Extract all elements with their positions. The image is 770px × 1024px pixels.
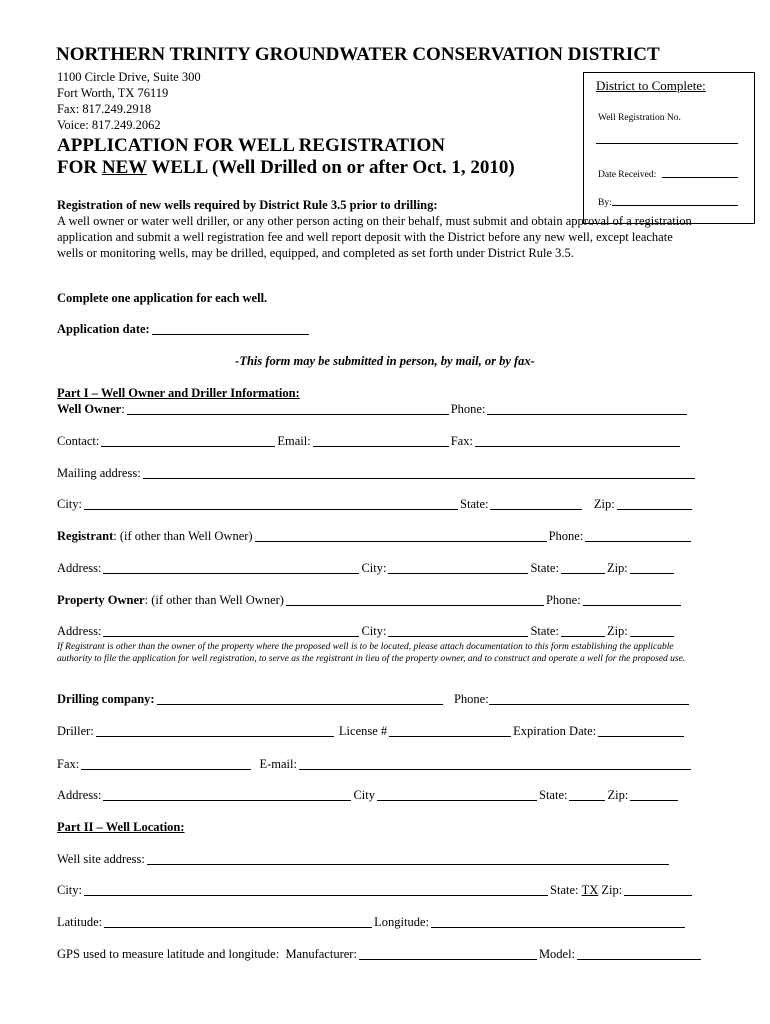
- by-field[interactable]: [612, 205, 738, 206]
- well-site-address-row: [57, 852, 671, 867]
- registration-no-field[interactable]: [596, 143, 738, 144]
- city-label: City:: [361, 624, 387, 638]
- fax-field[interactable]: [475, 434, 680, 447]
- fax-label: Fax:: [57, 757, 80, 771]
- fax-label: Fax:: [450, 434, 473, 448]
- well-site-address-label: Well site address:: [57, 852, 145, 866]
- property-owner-phone-field[interactable]: [583, 593, 681, 606]
- phone-label: Phone:: [453, 692, 489, 706]
- registrant-city-field[interactable]: [388, 561, 528, 574]
- property-owner-field[interactable]: [286, 593, 544, 606]
- zip-label: Zip:: [606, 561, 628, 575]
- mailing-address-label: Mailing address:: [57, 466, 141, 480]
- state-label: State:: [530, 561, 559, 575]
- driller-zip-field[interactable]: [630, 788, 678, 801]
- well-owner-field[interactable]: [127, 402, 449, 415]
- part1-heading: Part I – Well Owner and Driller Information:: [57, 386, 300, 400]
- latitude-field[interactable]: [104, 915, 372, 928]
- drilling-company-row: [57, 692, 691, 707]
- city-label: City:: [361, 561, 387, 575]
- address-label: Address:: [57, 624, 102, 638]
- registrant-field[interactable]: [255, 529, 547, 542]
- application-date-label: Application date:: [57, 322, 150, 336]
- address-label: Address:: [57, 788, 102, 802]
- manufacturer-label: Manufacturer:: [285, 947, 357, 961]
- mailing-address-field[interactable]: [143, 466, 695, 479]
- license-field[interactable]: [389, 724, 511, 737]
- contact-row: [57, 434, 682, 449]
- lat-long-row: [57, 915, 687, 930]
- well-city-field[interactable]: [84, 883, 548, 896]
- latitude-label: Latitude:: [57, 915, 103, 929]
- license-label: License #: [338, 724, 388, 738]
- driller-field[interactable]: [96, 724, 334, 737]
- driller-email-field[interactable]: [299, 757, 691, 770]
- property-owner-label: Property Owner: [57, 593, 145, 607]
- state-label: State:: [530, 624, 559, 638]
- well-owner-row: Well Owner : Phone:: [57, 402, 689, 417]
- city-label: City:: [57, 883, 83, 897]
- registrant-note: : (if other than Well Owner): [113, 529, 253, 543]
- date-received-label: Date Received:: [598, 170, 657, 180]
- state-value: TX: [581, 883, 599, 897]
- address-line-1: 1100 Circle Drive, Suite 300: [57, 70, 201, 84]
- owner-zip-field[interactable]: [617, 497, 692, 510]
- submission-note: -This form may be submitted in person, by mail, or by fax-: [235, 354, 535, 368]
- registrant-address-row: [57, 561, 676, 576]
- property-owner-city-field[interactable]: [388, 624, 528, 637]
- email-label: Email:: [277, 434, 311, 448]
- address-line-2: Fort Worth, TX 76119: [57, 86, 169, 100]
- driller-row: [57, 724, 686, 739]
- driller-state-field[interactable]: [569, 788, 605, 801]
- zip-label: Zip:: [606, 624, 628, 638]
- part2-heading: Part II – Well Location:: [57, 820, 185, 834]
- registrant-row: [57, 529, 693, 544]
- by-label: By:: [598, 198, 612, 208]
- form-title-new: NEW: [101, 157, 147, 178]
- intro-body: A well owner or water well driller, or any other person acting on their behalf, must submit and obtain approval of a registration application and submit a well registration fee and well report deposit with the District before any new well, except leachate wells or monitoring wells, may be drilled, equipped, and completed as set forth under District Rule 3.5.: [57, 214, 692, 260]
- email-field[interactable]: [313, 434, 449, 447]
- registrant-zip-field[interactable]: [630, 561, 674, 574]
- zip-label: Zip:: [601, 883, 623, 897]
- owner-phone-field[interactable]: [487, 402, 687, 415]
- form-title-pre: FOR: [57, 157, 102, 178]
- form-title-post: WELL (Well Drilled on or after Oct. 1, 2010): [146, 157, 515, 178]
- registrant-label: Registrant: [57, 529, 114, 543]
- contact-label: Contact:: [57, 434, 100, 448]
- form-title-line-1: APPLICATION FOR WELL REGISTRATION: [57, 135, 445, 156]
- driller-address-field[interactable]: [103, 788, 351, 801]
- property-owner-zip-field[interactable]: [630, 624, 674, 637]
- phone-label: Phone:: [450, 402, 486, 416]
- property-owner-state-field[interactable]: [561, 624, 605, 637]
- expiration-date-label: Expiration Date:: [513, 724, 597, 738]
- driller-fax-field[interactable]: [81, 757, 251, 770]
- district-box-title: District to Complete:: [596, 78, 706, 93]
- contact-field[interactable]: [101, 434, 275, 447]
- driller-label: Driller:: [57, 724, 94, 738]
- owner-city-field[interactable]: [84, 497, 458, 510]
- owner-city-row: [57, 497, 694, 512]
- one-per-well-note: Complete one application for each well.: [57, 291, 268, 305]
- registrant-phone-field[interactable]: [585, 529, 691, 542]
- longitude-field[interactable]: [431, 915, 685, 928]
- phone-label: Phone:: [548, 529, 584, 543]
- drilling-company-field[interactable]: [157, 692, 443, 705]
- well-owner-label: Well Owner: [57, 402, 122, 416]
- registration-no-label: Well Registration No.: [598, 113, 681, 123]
- property-owner-address-field[interactable]: [103, 624, 359, 637]
- manufacturer-field[interactable]: [359, 947, 537, 960]
- district-title: NORTHERN TRINITY GROUNDWATER CONSERVATION DISTRICT: [56, 44, 660, 65]
- model-label: Model:: [538, 947, 576, 961]
- date-received-field[interactable]: [662, 177, 738, 178]
- gps-row: [57, 947, 703, 962]
- zip-label: Zip:: [607, 788, 629, 802]
- driller-address-row: [57, 788, 680, 803]
- zip-label: Zip:: [593, 497, 615, 511]
- city-label: City:: [57, 497, 83, 511]
- longitude-label: Longitude:: [374, 915, 429, 929]
- driller-fax-row: [57, 757, 693, 772]
- fax-number: Fax: 817.249.2918: [57, 102, 152, 116]
- phone-label: Phone:: [545, 593, 581, 607]
- address-label: Address:: [57, 561, 102, 575]
- application-date-row: [57, 322, 311, 337]
- driller-city-field[interactable]: [377, 788, 537, 801]
- email-label: E-mail:: [259, 757, 297, 771]
- drilling-phone-field[interactable]: [489, 692, 689, 705]
- well-zip-field[interactable]: [624, 883, 692, 896]
- drilling-company-label: Drilling company:: [57, 692, 155, 706]
- property-owner-row: [57, 593, 683, 608]
- mailing-address-row: [57, 466, 697, 481]
- gps-label: GPS used to measure latitude and longitude:: [57, 947, 280, 961]
- district-use-box: [583, 72, 755, 224]
- well-city-row: [57, 883, 694, 898]
- property-owner-note: : (if other than Well Owner): [144, 593, 284, 607]
- well-site-address-field[interactable]: [147, 852, 669, 865]
- owner-state-field[interactable]: [490, 497, 582, 510]
- intro-heading: Registration of new wells required by District Rule 3.5 prior to drilling:: [57, 198, 438, 212]
- state-label: State:: [460, 497, 489, 511]
- registrant-address-field[interactable]: [103, 561, 359, 574]
- form-title-line-2: [57, 157, 515, 179]
- registrant-state-field[interactable]: [561, 561, 605, 574]
- property-owner-address-row: [57, 624, 676, 639]
- application-date-field[interactable]: [152, 322, 309, 335]
- state-label: State:: [550, 883, 579, 897]
- registrant-footnote: If Registrant is other than the owner of the property where the proposed well is to be located, please attach documentation to this form establishing the applicable authority to file the application for well registration, to serve as the registrant in lieu of the property owner, and to construct and operate a well for the proposed use.: [57, 642, 686, 664]
- city-label: City: [353, 788, 375, 802]
- state-label: State:: [539, 788, 568, 802]
- voice-number: Voice: 817.249.2062: [57, 118, 161, 132]
- model-field[interactable]: [577, 947, 701, 960]
- expiration-date-field[interactable]: [598, 724, 684, 737]
